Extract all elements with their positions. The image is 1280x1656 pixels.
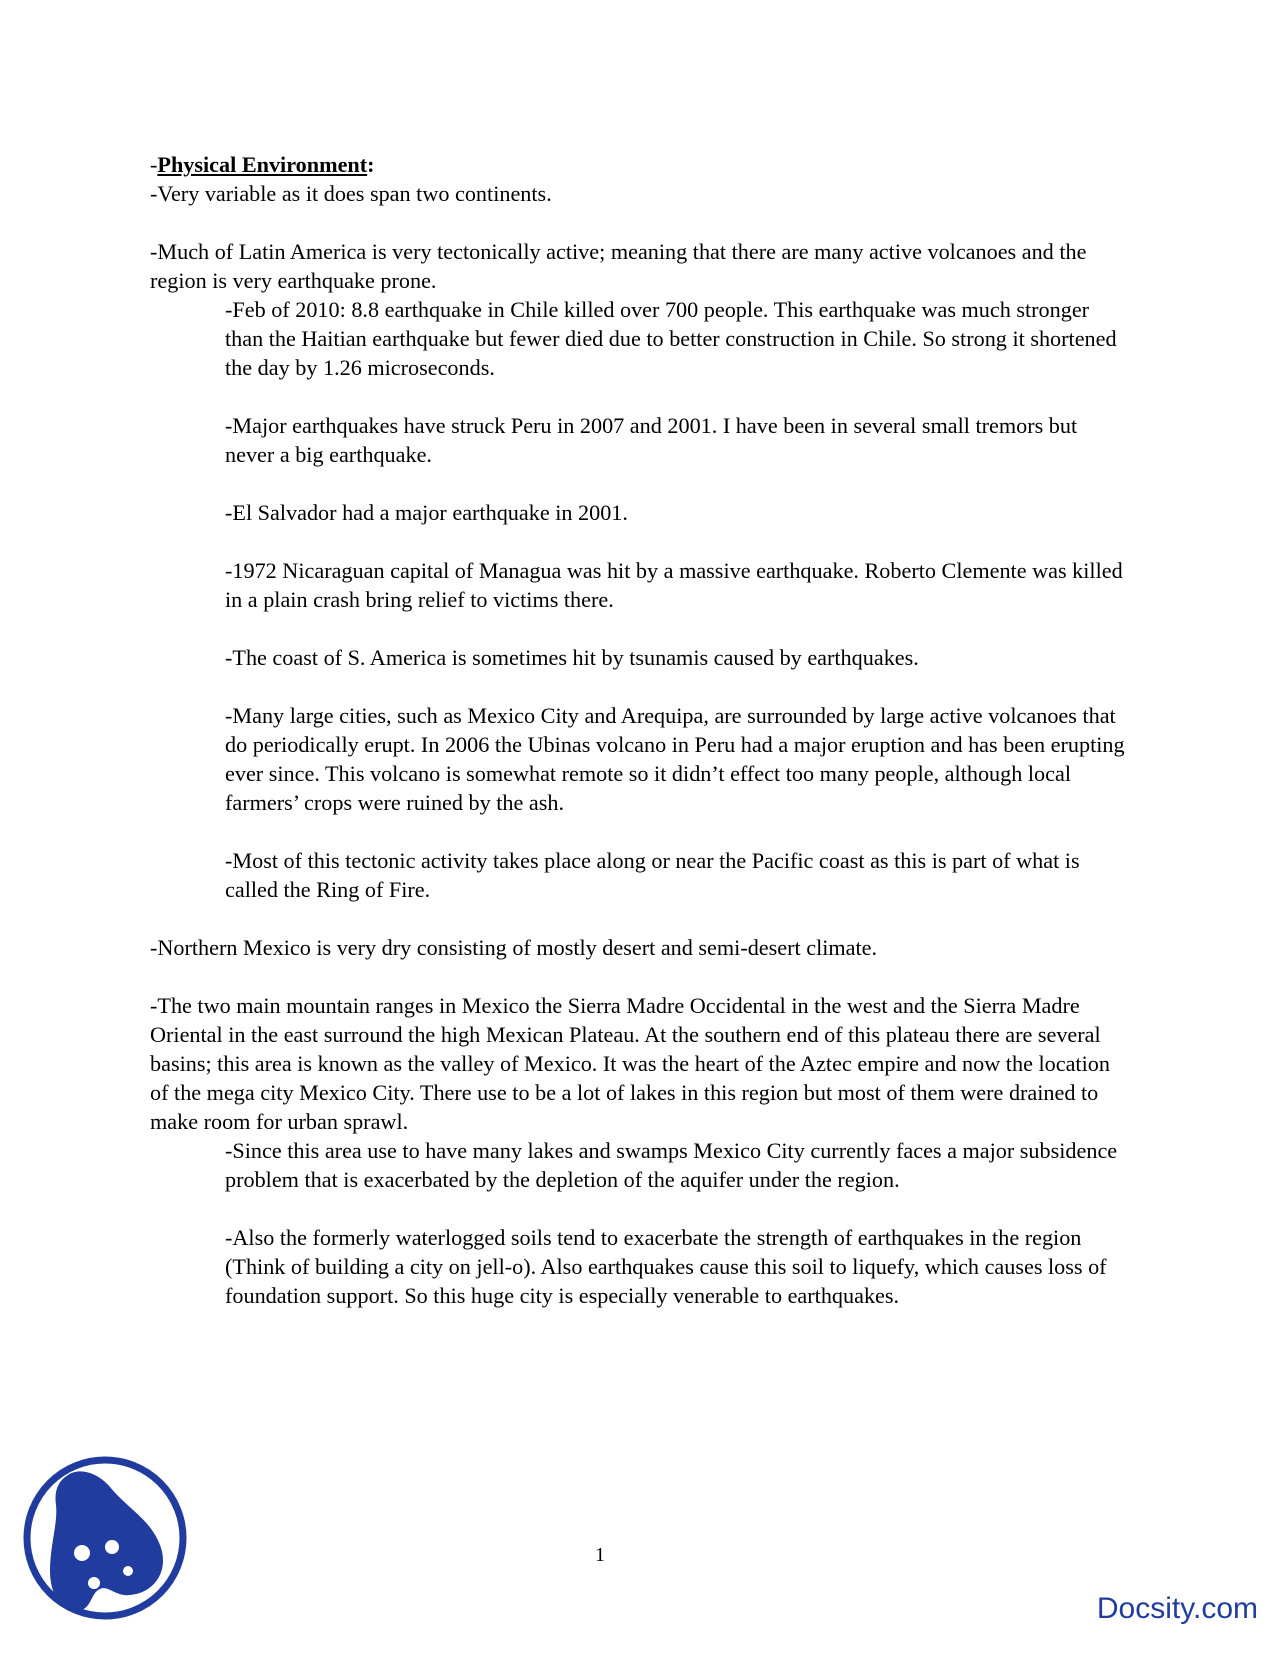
heading-prefix: - <box>150 152 158 177</box>
tectonic-point: -Most of this tectonic activity takes place along or near the Pacific coast as this is part of what is called the Ring of Fire. <box>225 848 1080 902</box>
docsity-brand-link[interactable]: Docsity.com <box>1096 1592 1258 1625</box>
heading-suffix: : <box>367 152 375 177</box>
northern-mexico-paragraph: -Northern Mexico is very dry consisting of mostly desert and semi-desert climate. <box>150 935 878 960</box>
mexico-city-points <box>150 1136 1130 1310</box>
tectonic-point: -Major earthquakes have struck Peru in 2007 and 2001. I have been in several small tremors but never a big earthquake. <box>225 413 1078 467</box>
mountains-paragraph: -The two main mountain ranges in Mexico the Sierra Madre Occidental in the west and the Sierra Madre Oriental in the east surround the high Mexican Plateau. At the southern end of this plateau there are several basins; this area is known as the valley of Mexico. It was the heart of the Aztec empire and now the location of the mega city Mexico City. There use to be a lot of lakes in this region but most of them were drained to make room for urban sprawl. <box>150 993 1110 1134</box>
section-heading: Physical Environment <box>157 152 368 177</box>
mexico-city-point: -Also the formerly waterlogged soils tend to exacerbate the strength of earthquakes in the region (Think of building a city on jell-o). Also earthquakes cause this soil to liquefy, which causes loss of foundation support. So this huge city is especially venerable to earthquakes. <box>225 1225 1107 1308</box>
tectonic-point: -Many large cities, such as Mexico City and Arequipa, are surrounded by large active volcanoes that do periodically erupt. In 2006 the Ubinas volcano in Peru had a major eruption and has been erupting ever since. This volcano is somewhat remote so it didn’t effect too many people, although local farmers’ crops were ruined by the ash. <box>225 703 1125 815</box>
tectonic-point: -The coast of S. America is sometimes hit by tsunamis caused by earthquakes. <box>225 645 919 670</box>
document-page <box>150 150 1130 1339</box>
tectonic-points <box>150 295 1130 904</box>
tectonic-point: -Feb of 2010: 8.8 earthquake in Chile killed over 700 people. This earthquake was much stronger than the Haitian earthquake but fewer died due to better construction in Chile. So strong it shortened the day by 1.26 microseconds. <box>225 297 1117 380</box>
intro-paragraph: -Very variable as it does span two continents. <box>150 181 552 206</box>
mexico-city-point: -Since this area use to have many lakes and swamps Mexico City currently faces a major subsidence problem that is exacerbated by the depletion of the aquifer under the region. <box>225 1138 1118 1192</box>
page-number: 1 <box>595 1544 605 1566</box>
section-heading-line <box>150 150 1130 179</box>
docsity-logo-icon[interactable] <box>20 1453 190 1623</box>
tectonic-paragraph: -Much of Latin America is very tectonically active; meaning that there are many active volcanoes and the region is very earthquake prone. <box>150 239 1087 293</box>
tectonic-point: -El Salvador had a major earthquake in 2001. <box>225 500 628 525</box>
tectonic-point: -1972 Nicaraguan capital of Managua was hit by a massive earthquake. Roberto Clemente was killed in a plain crash bring relief to victims there. <box>225 558 1123 612</box>
